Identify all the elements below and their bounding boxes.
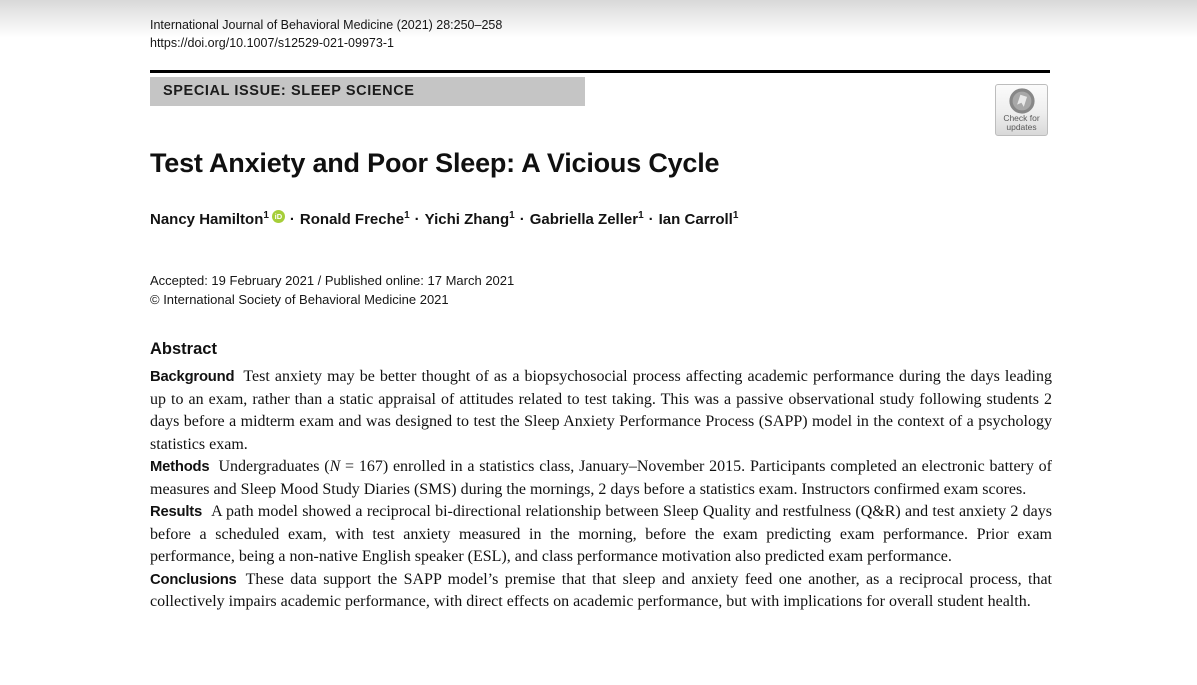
author-affiliation-superscript: 1: [509, 210, 515, 221]
abstract-section-label: Conclusions: [150, 571, 237, 588]
special-issue-banner: SPECIAL ISSUE: SLEEP SCIENCE: [150, 77, 585, 106]
author-affiliation-superscript: 1: [638, 210, 644, 221]
abstract-section-text: A path model showed a reciprocal bi-directional relationship between Sleep Quality and restfulness (Q&R) and test anxiety 2 days before a scheduled exam, with test anxiety measured in the morning, before the exam predicting exam performance. Prior exam performance, being a non-native English speaker (ESL), and class performance motivation also predicted exam performance.: [150, 503, 1052, 566]
abstract-section-label: Results: [150, 504, 203, 521]
badge-label-line2: updates: [1006, 122, 1037, 132]
abstract-section-label: Methods: [150, 459, 210, 476]
abstract-section-text: These data support the SAPP model’s premise that that sleep and anxiety feed one another, as a reciprocal process, that collectively impairs academic performance, with direct effects on academic performance, but with implications for overall student health.: [150, 570, 1052, 611]
abstract-section: [150, 340, 1052, 614]
crossmark-icon: [1009, 88, 1035, 114]
abstract-section-label: Background: [150, 369, 235, 385]
abstract-paragraph: [150, 456, 1052, 501]
check-for-updates-badge[interactable]: [995, 84, 1048, 136]
author-separator: ·: [414, 211, 420, 228]
abstract-heading: Abstract: [150, 340, 217, 358]
copyright-line: © International Society of Behavioral Medicine 2021: [150, 291, 449, 307]
abstract-body: [150, 366, 1052, 614]
accepted-published-line: Accepted: 19 February 2021 / Published online: 17 March 2021: [150, 273, 515, 288]
doi-link[interactable]: https://doi.org/10.1007/s12529-021-09973-1: [150, 36, 394, 50]
abstract-paragraph: [150, 501, 1052, 569]
orcid-icon[interactable]: iD: [272, 210, 285, 223]
author-name: Yichi Zhang: [424, 211, 510, 228]
author-affiliation-superscript: 1: [263, 210, 269, 221]
author-separator: ·: [648, 211, 654, 228]
abstract-section-text: Undergraduates (N = 167) enrolled in a statistics class, January–November 2015. Participants completed an electronic battery of measures and Sleep Mood Study Diaries (SMS) during the mornings, 2 days before a statistics exam. Instructors confirmed exam scores.: [150, 458, 1053, 498]
author-name: Nancy Hamilton: [150, 211, 264, 228]
author-name: Ronald Freche: [299, 211, 405, 228]
header-rule: [150, 70, 1050, 73]
author-affiliation-superscript: 1: [404, 210, 410, 221]
article-title: Test Anxiety and Poor Sleep: A Vicious Cycle: [150, 148, 720, 178]
author-name: Ian Carroll: [658, 211, 733, 228]
badge-label-line1: Check for: [1003, 113, 1040, 123]
author-separator: ·: [289, 211, 295, 228]
abstract-paragraph: [150, 366, 1052, 456]
author-list: [150, 210, 738, 228]
abstract-section-text: Test anxiety may be better thought of as a biopsychosocial process affecting academic performance during the days leading up to an exam, rather than a static appraisal of attitudes related to test taking. This was a passive observational study following students 2 days before a midterm exam and was designed to test the Sleep Anxiety Performance Process (SAPP) model in the context of a psychology statistics exam.: [150, 368, 1052, 453]
author-name: Gabriella Zeller: [529, 211, 639, 228]
author-affiliation-superscript: 1: [732, 210, 739, 221]
author-separator: ·: [519, 211, 525, 228]
journal-citation: International Journal of Behavioral Medicine (2021) 28:250–258: [150, 18, 503, 32]
abstract-paragraph: [150, 569, 1052, 614]
